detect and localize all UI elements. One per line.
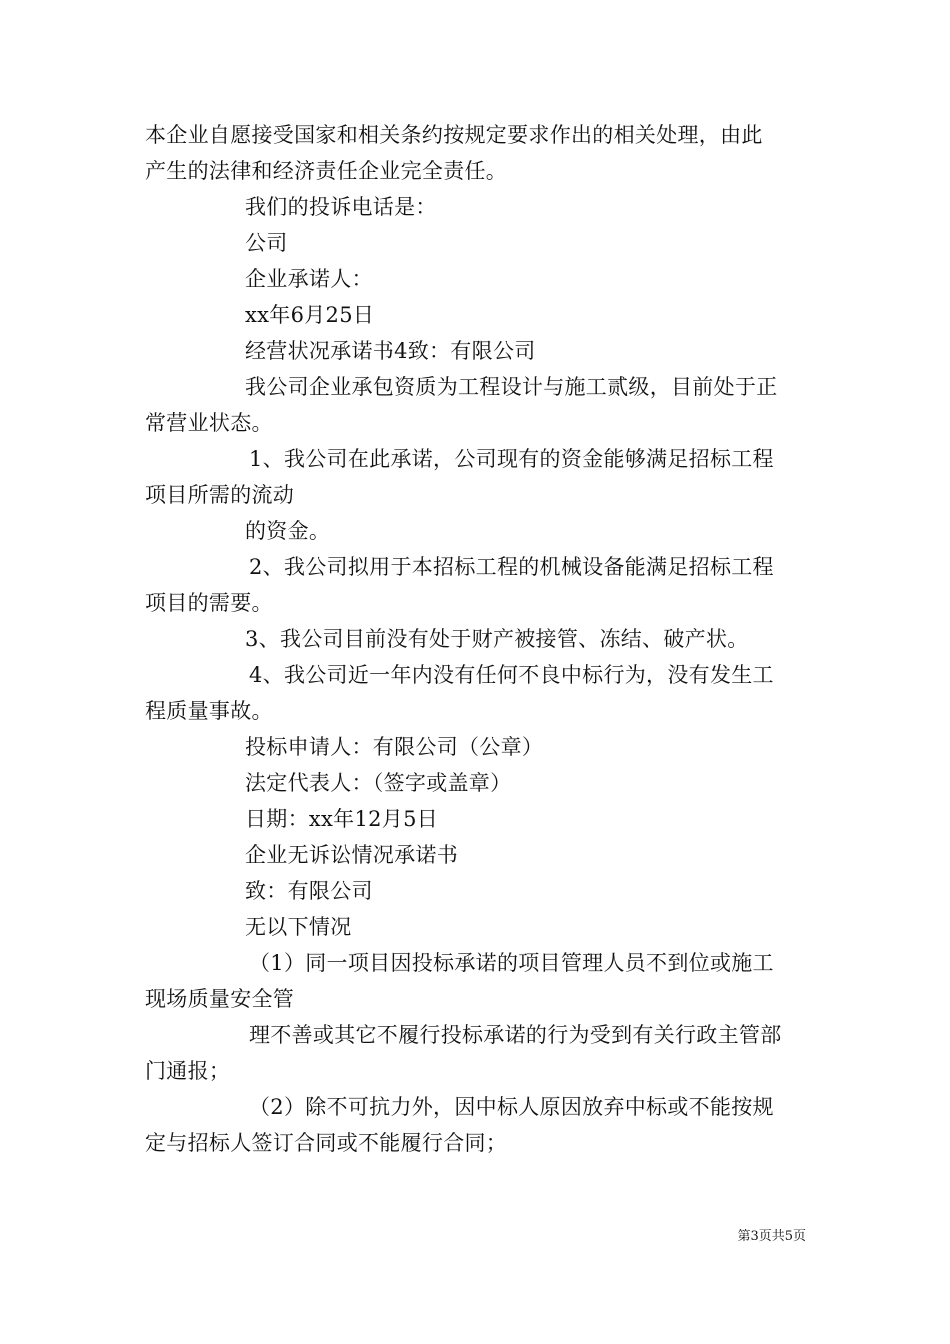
paragraph-line: 的资金。 <box>245 519 331 543</box>
list-item: 2、我公司拟用于本招标工程的机械设备能满足招标工程 <box>249 555 774 579</box>
section-heading: 企业无诉讼情况承诺书 <box>245 843 458 867</box>
paragraph-line: 现场质量安全管 <box>145 987 295 1011</box>
paragraph-line: 公司 <box>245 231 288 255</box>
signature-line: 法定代表人：（签字或盖章） <box>245 771 512 795</box>
section-heading: 经营状况承诺书4致：有限公司 <box>245 339 536 363</box>
signature-line: 投标申请人：有限公司（公章） <box>245 735 544 759</box>
date-line: 日期：xx年12月5日 <box>245 807 439 831</box>
paragraph-line: 我们的投诉电话是： <box>245 195 437 219</box>
paragraph-line: 门通报； <box>145 1059 231 1083</box>
paragraph-line: 本企业自愿接受国家和相关条约按规定要求作出的相关处理，由此 <box>145 123 763 147</box>
page-number: 第3页共5页 <box>737 1229 806 1244</box>
list-item: 1、我公司在此承诺，公司现有的资金能够满足招标工程 <box>249 447 774 471</box>
paragraph-line: 项目的需要。 <box>145 591 273 615</box>
list-item: 4、我公司近一年内没有任何不良中标行为，没有发生工 <box>249 663 774 687</box>
addressee-line: 致：有限公司 <box>245 879 373 903</box>
document-body <box>145 117 810 1161</box>
paragraph-line: 我公司企业承包资质为工程设计与施工贰级，目前处于正 <box>245 375 778 399</box>
list-item: （1）同一项目因投标承诺的项目管理人员不到位或施工 <box>249 951 774 975</box>
paragraph-line: 定与招标人签订合同或不能履行合同； <box>145 1131 508 1155</box>
list-item: 3、我公司目前没有处于财产被接管、冻结、破产状。 <box>245 627 749 651</box>
paragraph-line: 产生的法律和经济责任企业完全责任。 <box>145 159 508 183</box>
paragraph-line: 项目所需的流动 <box>145 483 295 507</box>
paragraph-line: 理不善或其它不履行投标承诺的行为受到有关行政主管部 <box>249 1023 782 1047</box>
paragraph-line: 企业承诺人： <box>245 267 373 291</box>
list-item: （2）除不可抗力外，因中标人原因放弃中标或不能按规 <box>249 1095 774 1119</box>
paragraph-line: 无以下情况 <box>245 915 352 939</box>
paragraph-line: xx年6月25日 <box>245 303 375 327</box>
paragraph-line: 常营业状态。 <box>145 411 273 435</box>
paragraph-line: 程质量事故。 <box>145 699 273 723</box>
